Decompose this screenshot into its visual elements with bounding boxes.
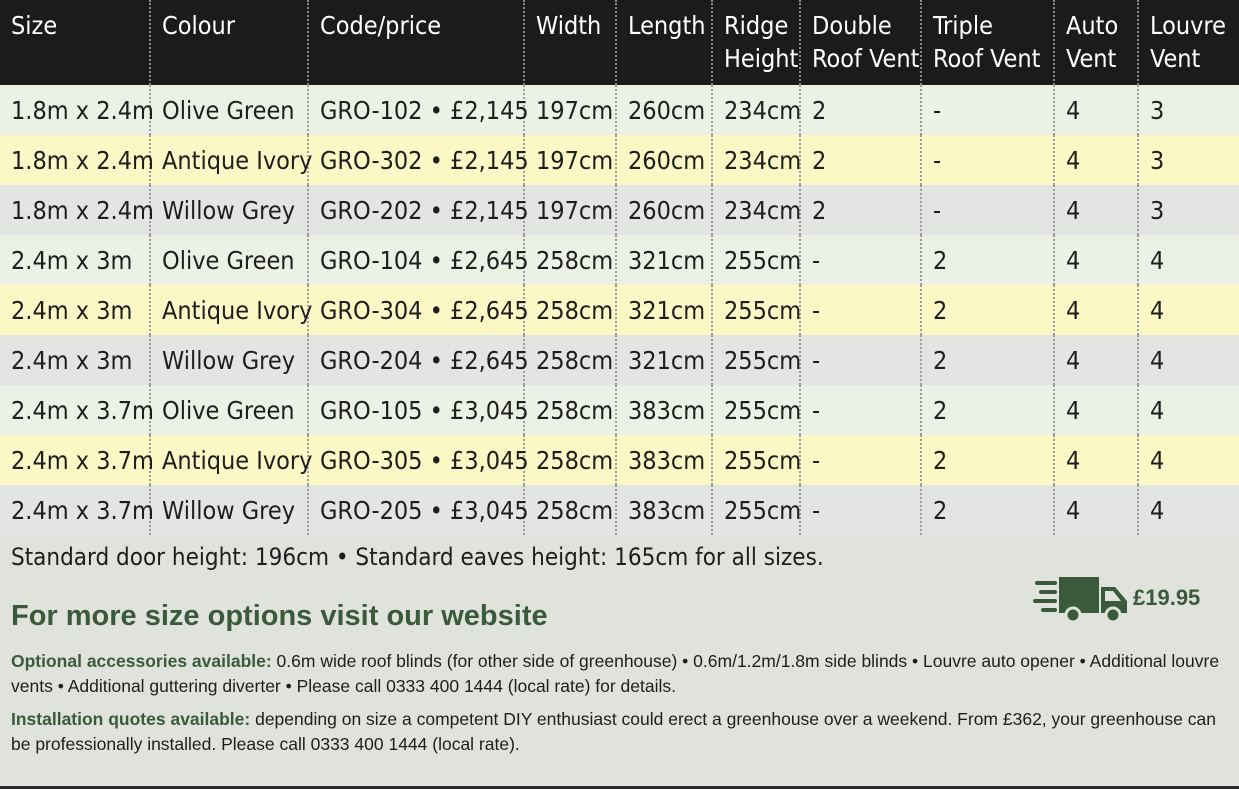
table-row [0,185,1239,235]
column-header [524,0,616,85]
table-cell: Willow Grey [150,185,308,235]
table-cell: 2 [800,185,921,235]
header-row [0,0,1239,85]
table-cell: 260cm [616,85,712,135]
table-cell: 4 [1054,135,1138,185]
table-cell: GRO-104 • £2,645 [308,235,524,285]
table-cell: Antique Ivory [150,135,308,185]
table-cell: 234cm [712,185,800,235]
column-header-text: Vent [1066,44,1117,73]
table-cell: Antique Ivory [150,435,308,485]
table-cell: 2 [921,335,1054,385]
table-cell: 2 [800,85,921,135]
table-cell: 4 [1054,185,1138,235]
column-header [921,0,1054,85]
table-cell: 4 [1150,495,1165,525]
column-header-text: Double [812,11,892,40]
table-cell: 258cm [524,335,616,385]
installation-paragraph [11,707,1226,757]
table-cell: Willow Grey [150,485,308,535]
table-cell: GRO-202 • £2,145 [308,185,524,235]
delivery-price: £19.95 [1133,585,1201,610]
table-cell: 197cm [524,135,616,185]
table-header [0,0,1239,85]
table-cell: GRO-102 • £2,145 [308,85,524,135]
table-cell: - [921,135,1054,185]
table-cell: 255cm [712,435,800,485]
table-cell: 1.8m x 2.4m [0,185,150,235]
table-cell: 234cm [712,135,800,185]
table-cell: 2 [921,235,1054,285]
table-cell: 255cm [712,485,800,535]
column-header [0,0,150,85]
table-cell: 2 [800,135,921,185]
table-cell: 2.4m x 3.7m [0,385,150,435]
column-header [1054,0,1138,85]
table-cell: 4 [1054,235,1138,285]
table-cell: 255cm [712,385,800,435]
table-cell: Willow Grey [150,335,308,385]
table-cell: Olive Green [150,85,308,135]
table-cell: 2.4m x 3m [0,235,150,285]
table-cell: GRO-105 • £3,045 [308,385,524,435]
table-cell: 2 [921,385,1054,435]
table-cell: 258cm [524,285,616,335]
table-cell: 3 [1150,145,1165,175]
table-cell: 260cm [616,135,712,185]
table-cell: 3 [1150,95,1165,125]
table-cell: 4 [1150,445,1165,475]
table-row [0,235,1239,285]
table-cell: - [800,485,921,535]
column-header [616,0,712,85]
table-cell: 197cm [524,85,616,135]
accessories-lead: Optional accessories available: [11,651,272,671]
more-sizes-heading: For more size options visit our website [11,600,548,632]
column-header-text: Code/price [320,11,442,40]
table-cell: 2 [921,485,1054,535]
table-cell: 4 [1150,345,1165,375]
table-cell: 258cm [524,435,616,485]
table-cell: 2 [921,435,1054,485]
column-header [150,0,308,85]
accessories-paragraph [11,649,1226,699]
table-cell: 2.4m x 3.7m [0,435,150,485]
table-cell: - [800,435,921,485]
table-cell: 234cm [712,85,800,135]
table-cell: 1.8m x 2.4m [0,135,150,185]
table-cell: 4 [1054,385,1138,435]
table-cell: - [921,185,1054,235]
column-header-text: Roof Vent [812,44,920,73]
table-cell: 258cm [524,385,616,435]
table-row [0,435,1239,485]
column-header-text: Length [628,11,706,40]
table-row [0,335,1239,385]
installation-lead: Installation quotes available: [11,709,251,729]
table-cell: GRO-304 • £2,645 [308,285,524,335]
table-cell: GRO-305 • £3,045 [308,435,524,485]
table-cell: 197cm [524,185,616,235]
column-header [712,0,800,85]
table-cell: 4 [1054,435,1138,485]
table-cell: 2 [921,285,1054,335]
column-header [800,0,921,85]
column-header-text: Louvre [1150,11,1226,40]
table-cell: GRO-302 • £2,145 [308,135,524,185]
table-cell: 383cm [616,485,712,535]
table-cell: - [800,235,921,285]
installation-text: depending on size a competent DIY enthusiast could erect a greenhouse over a weekend. From £362, your greenhouse can be professionally installed. Please call 0333 400 1444 (local rate). [11,709,1216,754]
table-cell: 255cm [712,285,800,335]
table-cell: 4 [1054,335,1138,385]
column-header-text: Height [724,44,799,73]
table-cell: 2.4m x 3m [0,285,150,335]
table-cell: Olive Green [150,385,308,435]
column-header-text: Width [536,11,602,40]
column-header-text: Roof Vent [933,44,1041,73]
table-cell: 4 [1054,85,1138,135]
table-cell: 4 [1150,395,1165,425]
table-cell: - [800,335,921,385]
column-header-text: Colour [162,11,235,40]
table-cell: GRO-204 • £2,645 [308,335,524,385]
table-cell: - [800,285,921,335]
table-cell: GRO-205 • £3,045 [308,485,524,535]
column-header-text: Size [11,11,58,40]
delivery-van-icon [1033,573,1129,625]
accessories-text: 0.6m wide roof blinds (for other side of greenhouse) • 0.6m/1.2m/1.8m side blinds • Louvre auto opener • Additional louvre vents • Additional guttering diverter • Please call 0333 400 1444 (local rate) for details. [11,651,1220,696]
table-cell: Olive Green [150,235,308,285]
table-row [0,385,1239,435]
table-cell: 2.4m x 3.7m [0,485,150,535]
table-cell: - [921,85,1054,135]
standard-heights-note: Standard door height: 196cm • Standard eaves height: 165cm for all sizes. [11,543,824,571]
table-cell: - [800,385,921,435]
table-cell: 4 [1150,295,1165,325]
column-header-text: Triple [933,11,993,40]
column-header [308,0,524,85]
table-cell: 321cm [616,285,712,335]
table-cell: 255cm [712,235,800,285]
table-row [0,135,1239,185]
table-cell: Antique Ivory [150,285,308,335]
column-header-text: Vent [1150,44,1201,73]
table-cell: 258cm [524,485,616,535]
table-cell: 4 [1150,245,1165,275]
table-cell: 3 [1150,195,1165,225]
table-row [0,85,1239,135]
table-cell: 321cm [616,235,712,285]
table-cell: 2.4m x 3m [0,335,150,385]
table-body [0,85,1239,535]
table-cell: 4 [1054,485,1138,535]
table-row [0,285,1239,335]
table-cell: 255cm [712,335,800,385]
column-header [1138,0,1239,85]
table-cell: 321cm [616,335,712,385]
table-cell: 4 [1054,285,1138,335]
table-cell: 383cm [616,385,712,435]
table-row [0,485,1239,535]
delivery-badge [1033,573,1223,625]
column-header-text: Auto [1066,11,1119,40]
table-cell: 258cm [524,235,616,285]
column-header-text: Ridge [724,11,789,40]
table-cell: 1.8m x 2.4m [0,85,150,135]
table-cell: 260cm [616,185,712,235]
table-cell: 383cm [616,435,712,485]
